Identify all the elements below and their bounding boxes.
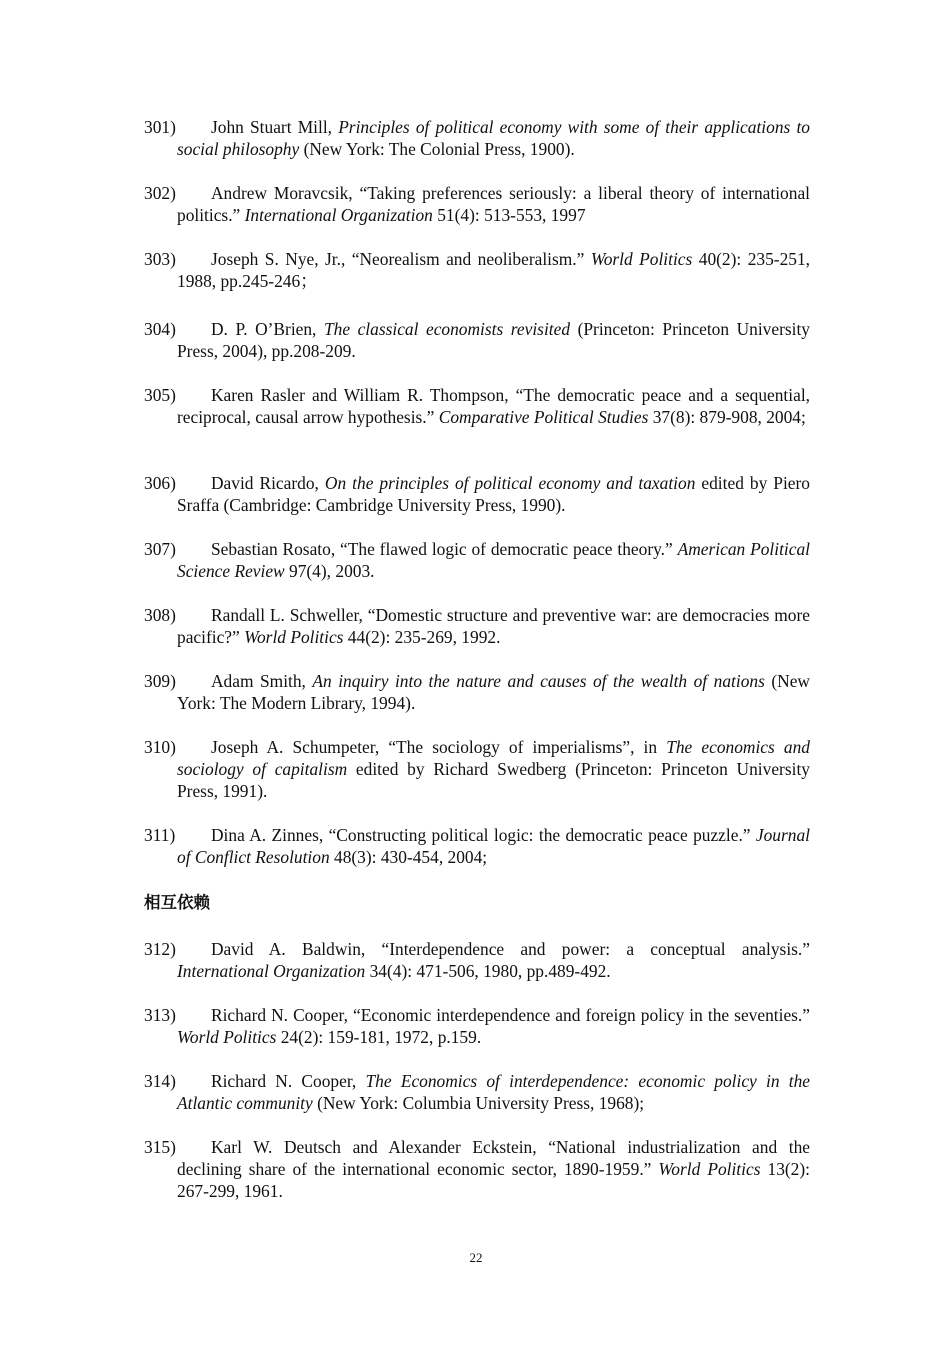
reference-text: Dina A. Zinnes, “Constructing political logic: the democratic peace puzzle.” bbox=[211, 825, 756, 845]
reference-text: D. P. O’Brien, bbox=[211, 319, 324, 339]
reference-entry bbox=[144, 1070, 810, 1114]
reference-title: Comparative Political Studies bbox=[438, 407, 649, 427]
reference-title: World Politics bbox=[244, 627, 344, 647]
reference-number: 311) bbox=[144, 825, 176, 845]
page-number: 22 bbox=[469, 1250, 483, 1265]
reference-number: 308) bbox=[144, 605, 176, 625]
reference-entry bbox=[144, 670, 810, 714]
reference-entry bbox=[144, 318, 810, 362]
reference-entry bbox=[144, 938, 810, 982]
reference-text: Joseph A. Schumpeter, “The sociology of imperialisms”, in bbox=[211, 737, 667, 757]
reference-text: (New York: The Colonial Press, 1900). bbox=[299, 139, 575, 159]
reference-number: 303) bbox=[144, 249, 176, 269]
reference-text: 40(2): 235-251, 1988, pp.245-246； bbox=[177, 249, 811, 291]
reference-text: Sebastian Rosato, “The flawed logic of democratic peace theory.” bbox=[211, 539, 678, 559]
reference-entry bbox=[144, 1004, 810, 1048]
reference-title: The economics and sociology of capitalism bbox=[177, 737, 810, 779]
reference-text: 48(3): 430-454, 2004; bbox=[329, 847, 488, 867]
reference-number: 305) bbox=[144, 385, 176, 405]
reference-text: 34(4): 471-506, 1980, pp.489-492. bbox=[365, 961, 611, 981]
reference-title: The classical economists revisited bbox=[323, 319, 571, 339]
reference-number: 312) bbox=[144, 939, 176, 959]
reference-text: 37(8): 879-908, 2004; bbox=[648, 407, 806, 427]
reference-title: World Politics bbox=[590, 249, 693, 269]
reference-text: Richard N. Cooper, “Economic interdependence and foreign policy in the seventies.” bbox=[211, 1005, 810, 1025]
reference-number: 309) bbox=[144, 671, 176, 691]
reference-entry bbox=[144, 182, 810, 226]
reference-entry bbox=[144, 1136, 810, 1202]
reference-entry bbox=[144, 384, 810, 428]
reference-text: edited by Piero Sraffa (Cambridge: Cambridge University Press, 1990). bbox=[177, 473, 810, 515]
reference-text: (Princeton: Princeton University Press, 2004), pp.208-209. bbox=[177, 319, 811, 361]
reference-number: 306) bbox=[144, 473, 176, 493]
reference-text: David Ricardo, bbox=[211, 473, 325, 493]
reference-number: 307) bbox=[144, 539, 176, 559]
reference-entry bbox=[144, 538, 810, 582]
reference-title: World Politics bbox=[177, 1027, 277, 1047]
reference-number: 315) bbox=[144, 1137, 176, 1157]
reference-text: David A. Baldwin, “Interdependence and power: a conceptual analysis.” bbox=[211, 939, 810, 959]
reference-entry bbox=[144, 248, 810, 292]
reference-number: 302) bbox=[144, 183, 176, 203]
reference-text: Karen Rasler and William R. Thompson, “The democratic peace and a sequential, reciprocal, causal arrow hypothesis.” bbox=[177, 385, 810, 427]
reference-entry bbox=[144, 116, 810, 160]
reference-title: International Organization bbox=[244, 205, 433, 225]
reference-number: 301) bbox=[144, 117, 176, 137]
reference-entry bbox=[144, 736, 810, 802]
reference-text: Andrew Moravcsik, “Taking preferences seriously: a liberal theory of international politics.” bbox=[177, 183, 810, 225]
reference-text: Joseph S. Nye, Jr., “Neorealism and neoliberalism.” bbox=[211, 249, 591, 269]
reference-title: World Politics bbox=[658, 1159, 761, 1179]
reference-entry bbox=[144, 604, 810, 648]
reference-title: An inquiry into the nature and causes of the wealth of nations bbox=[312, 671, 765, 691]
reference-entry bbox=[144, 824, 810, 868]
reference-text: Richard N. Cooper, bbox=[211, 1071, 366, 1091]
reference-title: American Political Science Review bbox=[177, 539, 810, 581]
reference-entry bbox=[144, 472, 810, 516]
reference-number: 314) bbox=[144, 1071, 176, 1091]
reference-text: Randall L. Schweller, “Domestic structure and preventive war: are democracies more pacific?” bbox=[177, 605, 810, 647]
reference-title: Principles of political economy with some of their applications to social philosophy bbox=[177, 117, 810, 159]
reference-title: International Organization bbox=[177, 961, 366, 981]
reference-text: (New York: Columbia University Press, 1968); bbox=[312, 1093, 645, 1113]
reference-number: 313) bbox=[144, 1005, 176, 1025]
reference-text: 24(2): 159-181, 1972, p.159. bbox=[276, 1027, 482, 1047]
reference-text: Adam Smith, bbox=[211, 671, 313, 691]
reference-number: 310) bbox=[144, 737, 176, 757]
reference-text: 44(2): 235-269, 1992. bbox=[343, 627, 501, 647]
reference-text: John Stuart Mill, bbox=[211, 117, 339, 137]
reference-text: Karl W. Deutsch and Alexander Eckstein, “National industrialization and the declining share of the international economic sector, 1890-1959.” bbox=[177, 1137, 810, 1179]
reference-title: The Economics of interdependence: economic policy in the Atlantic community bbox=[177, 1071, 810, 1113]
reference-text: edited by Richard Swedberg (Princeton: Princeton University Press, 1991). bbox=[177, 759, 810, 801]
reference-title: Journal of Conflict Resolution bbox=[177, 825, 810, 867]
reference-text: 97(4), 2003. bbox=[284, 561, 375, 581]
reference-text: (New York: The Modern Library, 1994). bbox=[177, 671, 810, 713]
reference-number: 304) bbox=[144, 319, 176, 339]
reference-text: 51(4): 513-553, 1997 bbox=[432, 205, 586, 225]
section-heading: 相互依赖 bbox=[144, 893, 210, 912]
reference-text: 13(2): 267-299, 1961. bbox=[177, 1159, 810, 1201]
reference-title: On the principles of political economy and taxation bbox=[324, 473, 696, 493]
